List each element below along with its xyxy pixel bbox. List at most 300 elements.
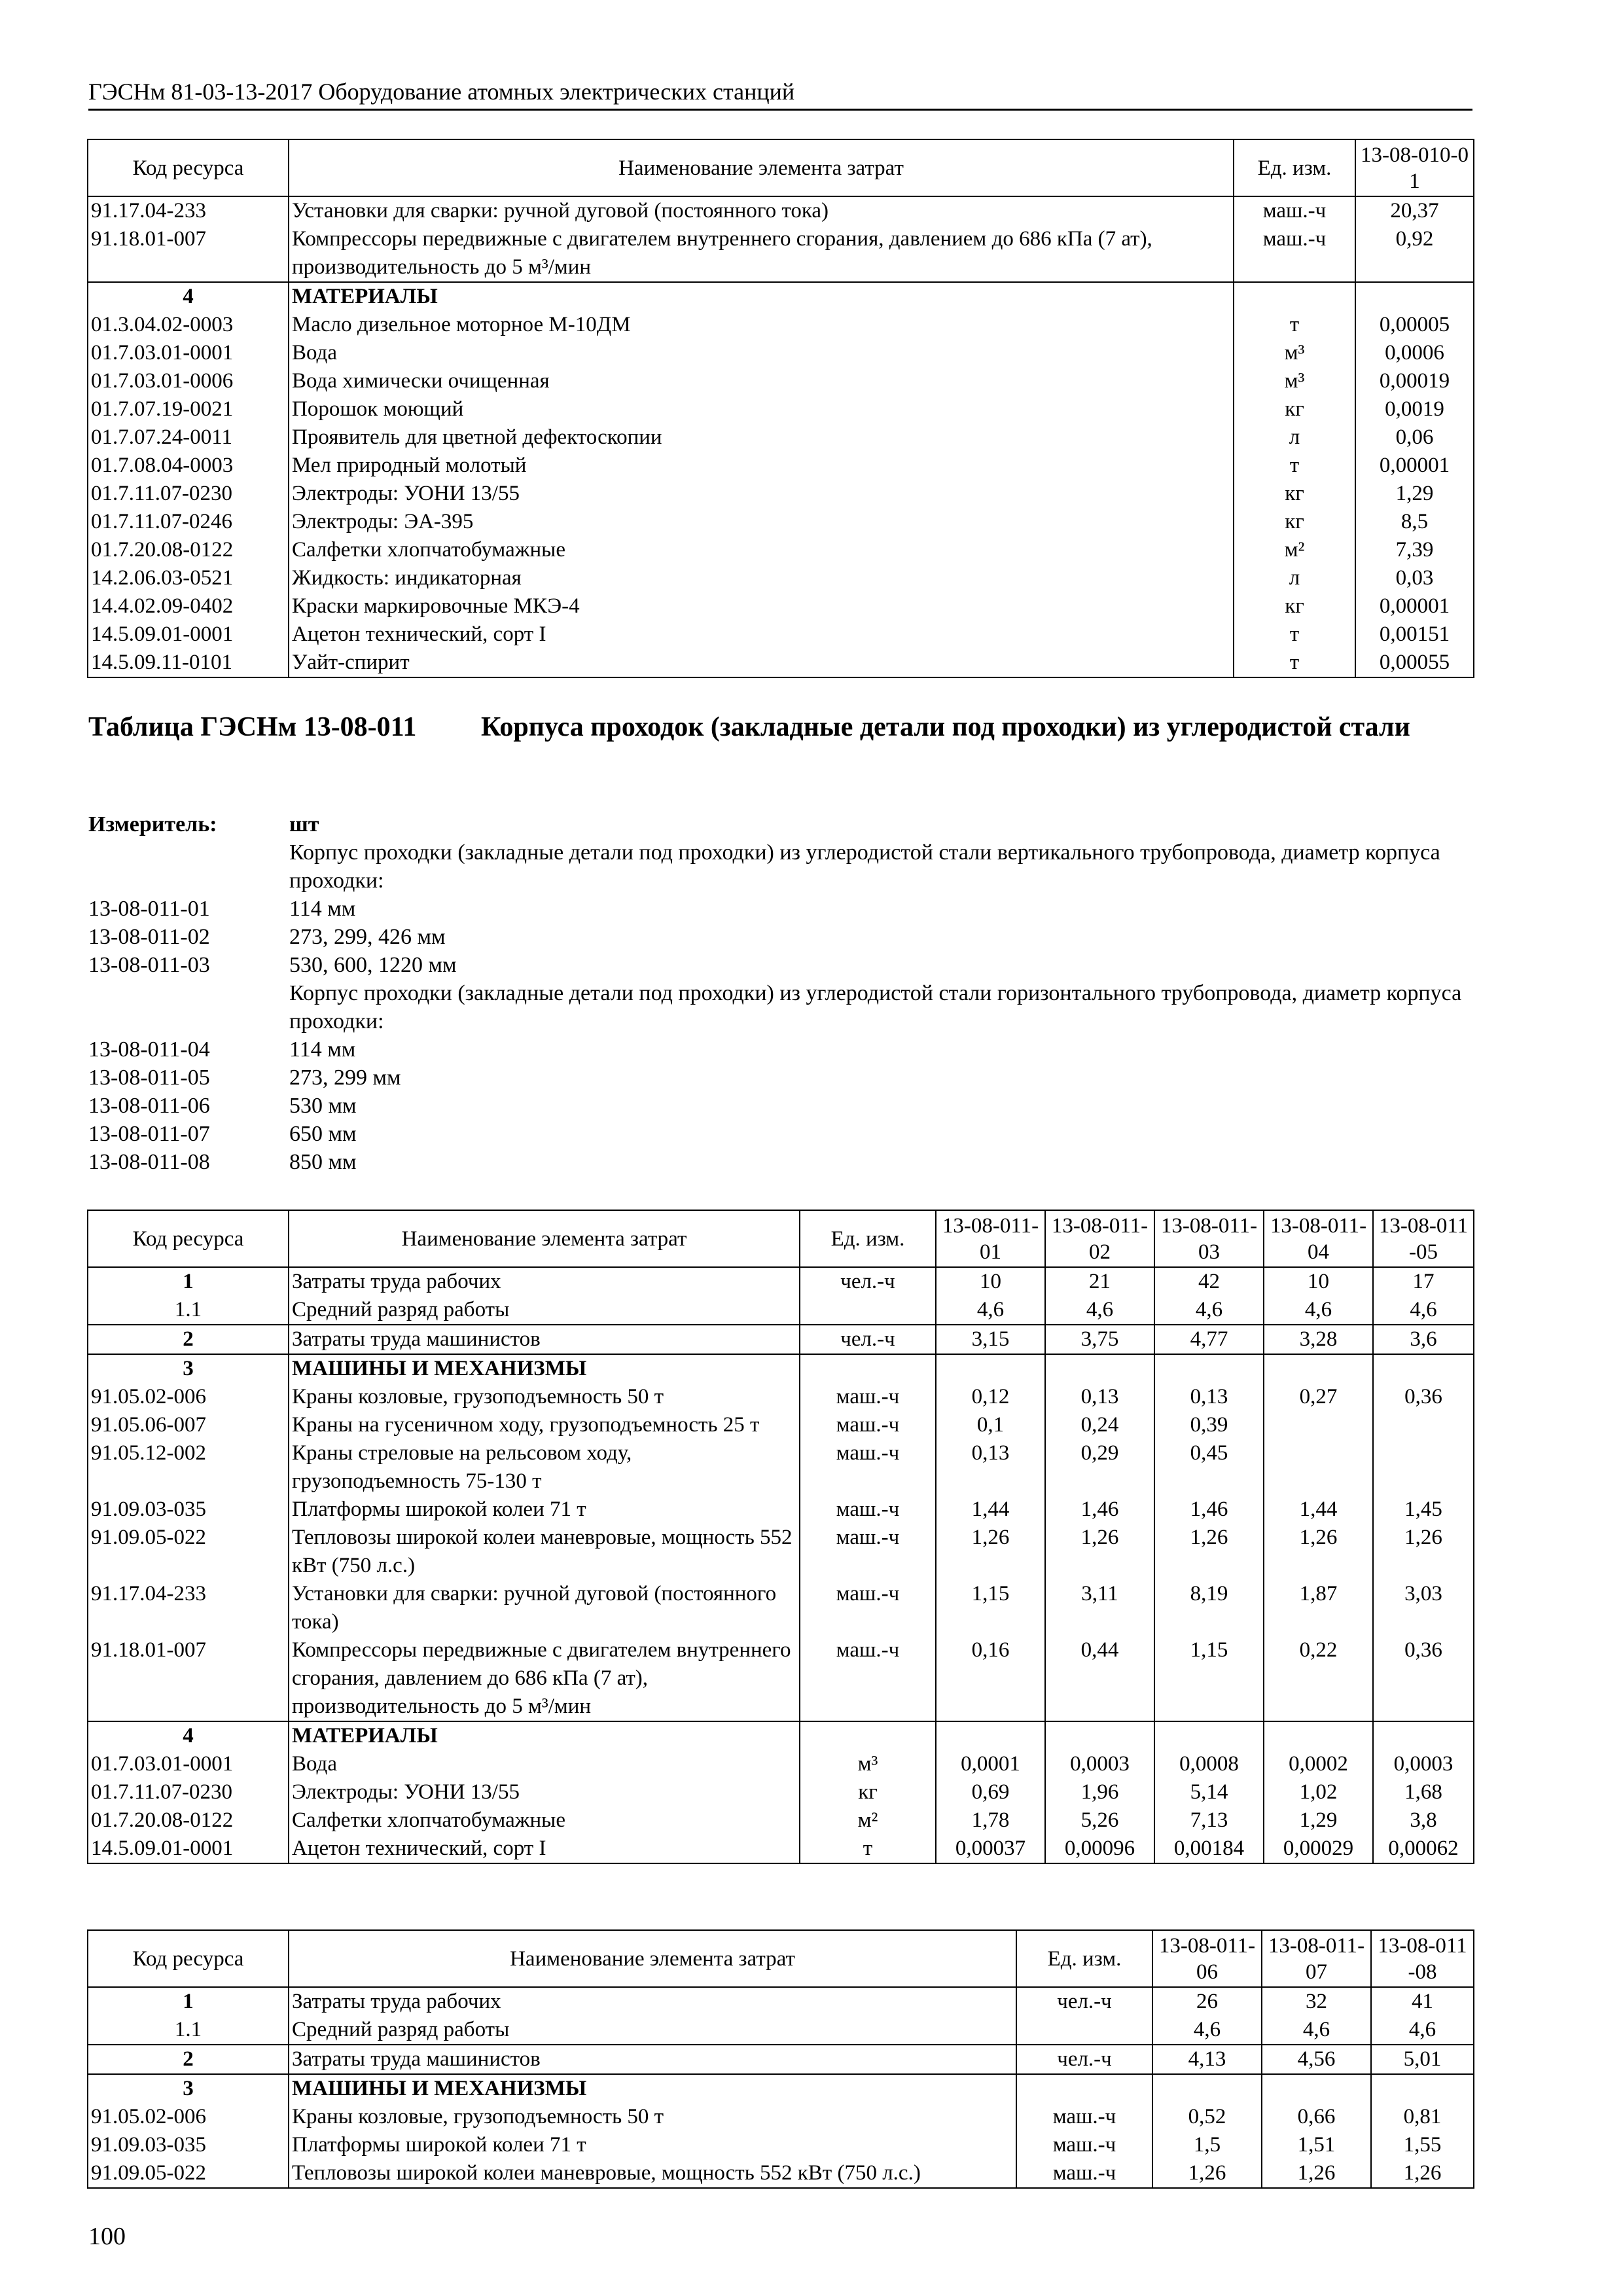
norm-value: 1,15 — [1154, 1636, 1264, 1721]
norm-description: Корпус проходки (закладные детали под проходки) из углеродистой стали горизонтального трубопровода, диаметр корпуса проходки: — [289, 981, 1462, 1033]
measurer-block — [88, 810, 1472, 1176]
unit-cell: кг — [1234, 592, 1355, 620]
norm-value — [1264, 1354, 1373, 1383]
norm-value: 5,01 — [1371, 2045, 1474, 2074]
resource-code: 01.7.07.19-0021 — [88, 395, 289, 423]
norm-value: 4,77 — [1154, 1325, 1264, 1354]
table-row — [88, 196, 1474, 225]
resource-name: МАТЕРИАЛЫ — [289, 282, 1234, 311]
measurer-line — [88, 1092, 1472, 1120]
resource-code: 01.7.03.01-0001 — [88, 339, 289, 367]
col-header-norm: 13-08-011-01 — [936, 1210, 1045, 1267]
resource-code: 91.18.01-007 — [88, 225, 289, 282]
section-row — [88, 2074, 1474, 2103]
norm-code: 13-08-011-02 — [88, 925, 210, 949]
norm-value: 1,45 — [1373, 1496, 1474, 1524]
table-row — [88, 367, 1474, 395]
resource-name: Установки для сварки: ручной дуговой (постоянного тока) — [289, 196, 1234, 225]
norm-description: 273, 299, 426 мм — [289, 925, 446, 949]
table-row — [88, 536, 1474, 564]
norm-code: 13-08-011-06 — [88, 1094, 210, 1118]
resource-code: 91.05.12-002 — [88, 1439, 289, 1496]
resource-code: 01.7.11.07-0246 — [88, 508, 289, 536]
norm-value: 0,0006 — [1355, 339, 1474, 367]
norm-code — [88, 979, 289, 1035]
norm-value: 4,6 — [1152, 2016, 1262, 2045]
norm-value: 0,00005 — [1355, 311, 1474, 339]
resource-name: Салфетки хлопчатобумажные — [289, 1806, 800, 1835]
resource-code: 91.17.04-233 — [88, 1580, 289, 1636]
resource-name: Затраты труда машинистов — [289, 2045, 1016, 2074]
resource-code: 14.5.09.11-0101 — [88, 649, 289, 677]
section-row — [88, 1721, 1474, 1750]
norm-value — [1264, 1411, 1373, 1439]
resource-code: 91.05.02-006 — [88, 1383, 289, 1411]
norm-value: 0,00055 — [1355, 649, 1474, 677]
col-header-norm: 13-08-010-01 — [1355, 139, 1474, 196]
col-header-unit: Ед. изм. — [800, 1210, 936, 1267]
resource-name: Уайт-спирит — [289, 649, 1234, 677]
norm-value: 1,02 — [1264, 1778, 1373, 1806]
norm-value — [1373, 1721, 1474, 1750]
norm-value — [1152, 2074, 1262, 2103]
measurer-line — [88, 895, 1472, 923]
norm-value: 0,12 — [936, 1383, 1045, 1411]
norm-value: 0,16 — [936, 1636, 1045, 1721]
resource-name: Затраты труда рабочих — [289, 1987, 1016, 2016]
norm-value: 0,0019 — [1355, 395, 1474, 423]
unit-cell: чел.-ч — [800, 1325, 936, 1354]
norm-value: 4,6 — [1371, 2016, 1474, 2045]
norm-value: 5,14 — [1154, 1778, 1264, 1806]
norm-value: 42 — [1154, 1267, 1264, 1296]
unit-cell: л — [1234, 564, 1355, 592]
col-header-norm: 13-08-011-03 — [1154, 1210, 1264, 1267]
unit-cell: т — [800, 1835, 936, 1863]
norm-value: 1,5 — [1152, 2131, 1262, 2159]
norm-value: 17 — [1373, 1267, 1474, 1296]
norm-value — [1264, 1721, 1373, 1750]
col-header-norm: 13-08-011-04 — [1264, 1210, 1373, 1267]
norm-value: 0,29 — [1045, 1439, 1154, 1496]
norm-value: 0,1 — [936, 1411, 1045, 1439]
resource-code: 4 — [88, 282, 289, 311]
col-header-norm: 13-08-011-05 — [1373, 1210, 1474, 1267]
unit-cell: кг — [800, 1778, 936, 1806]
unit-cell: маш.-ч — [1234, 225, 1355, 282]
unit-cell: чел.-ч — [1016, 1987, 1152, 2016]
norm-value: 0,45 — [1154, 1439, 1264, 1496]
norm-value: 0,44 — [1045, 1636, 1154, 1721]
norm-value: 4,13 — [1152, 2045, 1262, 2074]
table-row — [88, 452, 1474, 480]
col-header-unit: Ед. изм. — [1234, 139, 1355, 196]
resource-name: Проявитель для цветной дефектоскопии — [289, 423, 1234, 452]
norm-value: 3,8 — [1373, 1806, 1474, 1835]
resource-name: Затраты труда машинистов — [289, 1325, 800, 1354]
norm-value: 1,26 — [936, 1524, 1045, 1580]
norm-value: 1,46 — [1154, 1496, 1264, 1524]
norm-value: 0,0001 — [936, 1750, 1045, 1778]
norm-code: 13-08-011-01 — [88, 897, 210, 921]
resource-code: 01.7.11.07-0230 — [88, 1778, 289, 1806]
norm-value: 0,00001 — [1355, 592, 1474, 620]
norm-value: 1,15 — [936, 1580, 1045, 1636]
norm-value — [1262, 2074, 1371, 2103]
norm-code: 13-08-011-07 — [88, 1122, 210, 1146]
resource-name: Жидкость: индикаторная — [289, 564, 1234, 592]
resource-name: Вода — [289, 1750, 800, 1778]
col-header-name: Наименование элемента затрат — [289, 1210, 800, 1267]
table-row — [88, 1267, 1474, 1296]
norm-value — [1371, 2074, 1474, 2103]
resource-code: 01.7.20.08-0122 — [88, 1806, 289, 1835]
norm-value: 0,00096 — [1045, 1835, 1154, 1863]
unit-cell: м³ — [1234, 367, 1355, 395]
unit-cell: маш.-ч — [1016, 2131, 1152, 2159]
norm-value: 0,69 — [936, 1778, 1045, 1806]
unit-cell: кг — [1234, 508, 1355, 536]
unit-cell: маш.-ч — [800, 1636, 936, 1721]
norm-value: 0,66 — [1262, 2103, 1371, 2131]
col-header-code: Код ресурса — [88, 139, 289, 196]
resource-code: 3 — [88, 2074, 289, 2103]
resource-code: 91.17.04-233 — [88, 196, 289, 225]
norm-value: 5,26 — [1045, 1806, 1154, 1835]
resource-code: 91.09.05-022 — [88, 1524, 289, 1580]
norm-value: 1,68 — [1373, 1778, 1474, 1806]
resource-code: 01.7.03.01-0001 — [88, 1750, 289, 1778]
unit-cell — [800, 1296, 936, 1325]
norm-value: 3,28 — [1264, 1325, 1373, 1354]
norm-value — [1154, 1721, 1264, 1750]
resource-name: Тепловозы широкой колеи маневровые, мощность 552 кВт (750 л.с.) — [289, 2159, 1016, 2188]
resource-code: 91.05.02-006 — [88, 2103, 289, 2131]
resource-name: Тепловозы широкой колеи маневровые, мощность 552 кВт (750 л.с.) — [289, 1524, 800, 1580]
measurer-line — [88, 1064, 1472, 1092]
norm-value: 4,56 — [1262, 2045, 1371, 2074]
norm-value: 1,44 — [1264, 1496, 1373, 1524]
table-row — [88, 620, 1474, 649]
table-row — [88, 480, 1474, 508]
norm-value: 8,19 — [1154, 1580, 1264, 1636]
resource-code: 4 — [88, 1721, 289, 1750]
norm-code — [88, 838, 289, 895]
norm-value: 4,6 — [1373, 1296, 1474, 1325]
norm-value: 0,13 — [936, 1439, 1045, 1496]
unit-cell: м² — [1234, 536, 1355, 564]
resource-name: Электроды: УОНИ 13/55 — [289, 1778, 800, 1806]
table-row — [88, 225, 1474, 282]
resource-name: Ацетон технический, сорт I — [289, 620, 1234, 649]
norm-value: 1,26 — [1045, 1524, 1154, 1580]
table-row — [88, 395, 1474, 423]
col-header-code: Код ресурса — [88, 1210, 289, 1267]
resource-name: Салфетки хлопчатобумажные — [289, 536, 1234, 564]
resource-code: 14.4.02.09-0402 — [88, 592, 289, 620]
table-row — [88, 1636, 1474, 1721]
norm-value: 1,26 — [1264, 1524, 1373, 1580]
resource-code: 14.5.09.01-0001 — [88, 620, 289, 649]
table-row — [88, 1411, 1474, 1439]
table-row — [88, 2016, 1474, 2045]
unit-cell: маш.-ч — [800, 1524, 936, 1580]
table-row — [88, 1987, 1474, 2016]
col-header-unit: Ед. изм. — [1016, 1930, 1152, 1987]
measurer-label: Измеритель: — [88, 812, 217, 836]
unit-cell: л — [1234, 423, 1355, 452]
resource-code: 91.09.03-035 — [88, 1496, 289, 1524]
table-row — [88, 2045, 1474, 2074]
norm-code: 13-08-011-08 — [88, 1150, 210, 1174]
norm-value: 0,13 — [1045, 1383, 1154, 1411]
norm-value — [1373, 1411, 1474, 1439]
norm-value: 1,55 — [1371, 2131, 1474, 2159]
table-row — [88, 311, 1474, 339]
table-row — [88, 1383, 1474, 1411]
unit-cell — [800, 1721, 936, 1750]
table-row — [88, 339, 1474, 367]
measurer-line — [88, 1148, 1472, 1176]
table-row — [88, 1580, 1474, 1636]
table-row — [88, 1325, 1474, 1354]
norm-description: 530 мм — [289, 1094, 357, 1118]
norm-value: 26 — [1152, 1987, 1262, 2016]
resource-code: 1 — [88, 1987, 289, 2016]
resource-name: Электроды: УОНИ 13/55 — [289, 480, 1234, 508]
norm-value: 0,00184 — [1154, 1835, 1264, 1863]
norm-value: 4,6 — [1045, 1296, 1154, 1325]
norm-value: 0,27 — [1264, 1383, 1373, 1411]
norm-value: 0,00037 — [936, 1835, 1045, 1863]
measurer-line — [88, 1035, 1472, 1064]
resource-code: 2 — [88, 1325, 289, 1354]
resource-code: 91.09.05-022 — [88, 2159, 289, 2188]
norm-value: 0,0002 — [1264, 1750, 1373, 1778]
norm-value: 0,00019 — [1355, 367, 1474, 395]
resource-code: 01.7.07.24-0011 — [88, 423, 289, 452]
norm-value — [1045, 1721, 1154, 1750]
norm-value: 0,36 — [1373, 1383, 1474, 1411]
unit-cell: маш.-ч — [1234, 196, 1355, 225]
table-number: Таблица ГЭСНм 13-08-011 — [88, 712, 417, 742]
norm-value: 0,00001 — [1355, 452, 1474, 480]
norm-value: 4,6 — [936, 1296, 1045, 1325]
norm-value: 0,00062 — [1373, 1835, 1474, 1863]
unit-cell: м³ — [800, 1750, 936, 1778]
resource-name: Компрессоры передвижные с двигателем внутреннего сгорания, давлением до 686 кПа (7 ат), производительность до 5 м³/мин — [289, 1636, 800, 1721]
table-row — [88, 2103, 1474, 2131]
norm-code: 13-08-011-05 — [88, 1066, 210, 1090]
col-header-code: Код ресурса — [88, 1930, 289, 1987]
col-header-name: Наименование элемента затрат — [289, 139, 1234, 196]
norm-value: 1,29 — [1355, 480, 1474, 508]
unit-cell — [1234, 282, 1355, 311]
norm-description: 650 мм — [289, 1122, 357, 1146]
norm-value: 3,15 — [936, 1325, 1045, 1354]
resource-name: Масло дизельное моторное М-10ДМ — [289, 311, 1234, 339]
table-name: Корпуса проходок (закладные детали под проходки) из углеродистой стали — [481, 712, 1410, 742]
norm-value — [1154, 1354, 1264, 1383]
resource-name: Порошок моющий — [289, 395, 1234, 423]
unit-cell: маш.-ч — [1016, 2159, 1152, 2188]
resource-code: 01.7.08.04-0003 — [88, 452, 289, 480]
resource-name: Мел природный молотый — [289, 452, 1234, 480]
table-row — [88, 1835, 1474, 1863]
norm-value: 1,51 — [1262, 2131, 1371, 2159]
measurer-line — [88, 1120, 1472, 1148]
resource-code: 1 — [88, 1267, 289, 1296]
norm-value: 1,26 — [1373, 1524, 1474, 1580]
norm-value: 1,96 — [1045, 1778, 1154, 1806]
norm-value: 0,0003 — [1373, 1750, 1474, 1778]
resource-table-010 — [87, 139, 1474, 678]
norm-value: 0,81 — [1371, 2103, 1474, 2131]
norm-value: 1,26 — [1154, 1524, 1264, 1580]
resource-name: Средний разряд работы — [289, 1296, 800, 1325]
norm-value — [1264, 1439, 1373, 1496]
page-number: 100 — [88, 2223, 126, 2250]
norm-value: 10 — [936, 1267, 1045, 1296]
norm-value: 1,87 — [1264, 1580, 1373, 1636]
norm-value — [936, 1721, 1045, 1750]
resource-code: 1.1 — [88, 1296, 289, 1325]
table-row — [88, 2159, 1474, 2188]
col-header-norm: 13-08-011-06 — [1152, 1930, 1262, 1987]
unit-cell: т — [1234, 620, 1355, 649]
table-row — [88, 1806, 1474, 1835]
norm-value: 0,39 — [1154, 1411, 1264, 1439]
resource-name: МАТЕРИАЛЫ — [289, 1721, 800, 1750]
table-row — [88, 2131, 1474, 2159]
norm-description: 114 мм — [289, 1037, 356, 1062]
norm-value: 1,78 — [936, 1806, 1045, 1835]
norm-value: 0,22 — [1264, 1636, 1373, 1721]
resource-code: 01.7.11.07-0230 — [88, 480, 289, 508]
norm-value: 0,52 — [1152, 2103, 1262, 2131]
norm-value: 10 — [1264, 1267, 1373, 1296]
norm-value: 1,44 — [936, 1496, 1045, 1524]
norm-value: 0,00151 — [1355, 620, 1474, 649]
norm-value: 0,92 — [1355, 225, 1474, 282]
table-row — [88, 1439, 1474, 1496]
unit-cell: м³ — [1234, 339, 1355, 367]
measurer-line — [88, 951, 1472, 979]
measurer-line — [88, 923, 1472, 951]
norm-value: 0,00029 — [1264, 1835, 1373, 1863]
unit-cell: маш.-ч — [1016, 2103, 1152, 2131]
resource-code: 91.09.03-035 — [88, 2131, 289, 2159]
norm-value: 0,24 — [1045, 1411, 1154, 1439]
norm-value: 4,6 — [1262, 2016, 1371, 2045]
table-row — [88, 1496, 1474, 1524]
section-row — [88, 282, 1474, 311]
norm-value: 3,6 — [1373, 1325, 1474, 1354]
table-row — [88, 1296, 1474, 1325]
measurer-line — [88, 838, 1472, 895]
norm-value: 0,13 — [1154, 1383, 1264, 1411]
norm-description: 273, 299 мм — [289, 1066, 401, 1090]
measurer-row — [88, 810, 1472, 838]
resource-table-011-b — [87, 1929, 1474, 2189]
table-row — [88, 1778, 1474, 1806]
norm-code: 13-08-011-03 — [88, 953, 210, 977]
unit-cell: маш.-ч — [800, 1580, 936, 1636]
unit-cell: чел.-ч — [800, 1267, 936, 1296]
resource-code: 2 — [88, 2045, 289, 2074]
resource-code: 01.7.20.08-0122 — [88, 536, 289, 564]
unit-cell: т — [1234, 649, 1355, 677]
resource-code: 1.1 — [88, 2016, 289, 2045]
norm-value — [1045, 1354, 1154, 1383]
unit-cell: маш.-ч — [800, 1439, 936, 1496]
norm-description: Корпус проходки (закладные детали под проходки) из углеродистой стали вертикального трубопровода, диаметр корпуса проходки: — [289, 840, 1440, 893]
unit-cell: м² — [800, 1806, 936, 1835]
resource-name: Платформы широкой колеи 71 т — [289, 1496, 800, 1524]
norm-code: 13-08-011-04 — [88, 1037, 210, 1062]
table-row — [88, 649, 1474, 677]
norm-value: 4,6 — [1264, 1296, 1373, 1325]
resource-name: Краны стреловые на рельсовом ходу, грузоподъемность 75-130 т — [289, 1439, 800, 1496]
resource-name: Вода химически очищенная — [289, 367, 1234, 395]
norm-value: 3,75 — [1045, 1325, 1154, 1354]
unit-cell: т — [1234, 452, 1355, 480]
norm-value: 20,37 — [1355, 196, 1474, 225]
norm-value — [1355, 282, 1474, 311]
norm-value: 8,5 — [1355, 508, 1474, 536]
norm-value: 32 — [1262, 1987, 1371, 2016]
resource-code: 14.5.09.01-0001 — [88, 1835, 289, 1863]
section-row — [88, 1354, 1474, 1383]
norm-value: 3,11 — [1045, 1580, 1154, 1636]
norm-value: 3,03 — [1373, 1580, 1474, 1636]
norm-description: 114 мм — [289, 897, 356, 921]
resource-name: Краски маркировочные МКЭ-4 — [289, 592, 1234, 620]
resource-code: 01.7.03.01-0006 — [88, 367, 289, 395]
resource-code: 3 — [88, 1354, 289, 1383]
norm-description: 850 мм — [289, 1150, 357, 1174]
norm-value: 0,0003 — [1045, 1750, 1154, 1778]
resource-name: Краны на гусеничном ходу, грузоподъемность 25 т — [289, 1411, 800, 1439]
table-row — [88, 564, 1474, 592]
col-header-name: Наименование элемента затрат — [289, 1930, 1016, 1987]
resource-table-011-a — [87, 1210, 1474, 1864]
resource-code: 91.05.06-007 — [88, 1411, 289, 1439]
resource-code: 14.2.06.03-0521 — [88, 564, 289, 592]
resource-code: 91.18.01-007 — [88, 1636, 289, 1721]
resource-name: Затраты труда рабочих — [289, 1267, 800, 1296]
norm-value: 0,36 — [1373, 1636, 1474, 1721]
norm-description: 530, 600, 1220 мм — [289, 953, 457, 977]
norm-value: 0,0008 — [1154, 1750, 1264, 1778]
norm-value: 1,26 — [1371, 2159, 1474, 2188]
unit-cell: маш.-ч — [800, 1383, 936, 1411]
resource-code: 01.3.04.02-0003 — [88, 311, 289, 339]
unit-cell: маш.-ч — [800, 1411, 936, 1439]
resource-name: Установки для сварки: ручной дуговой (постоянного тока) — [289, 1580, 800, 1636]
unit-cell — [1016, 2074, 1152, 2103]
resource-name: Вода — [289, 339, 1234, 367]
norm-value — [1373, 1439, 1474, 1496]
norm-value: 0,06 — [1355, 423, 1474, 452]
resource-name: Электроды: ЭА-395 — [289, 508, 1234, 536]
norm-value: 1,26 — [1262, 2159, 1371, 2188]
col-header-norm: 13-08-011-07 — [1262, 1930, 1371, 1987]
resource-name: Средний разряд работы — [289, 2016, 1016, 2045]
table-row — [88, 1524, 1474, 1580]
unit-cell: кг — [1234, 480, 1355, 508]
measurer-line — [88, 979, 1472, 1035]
